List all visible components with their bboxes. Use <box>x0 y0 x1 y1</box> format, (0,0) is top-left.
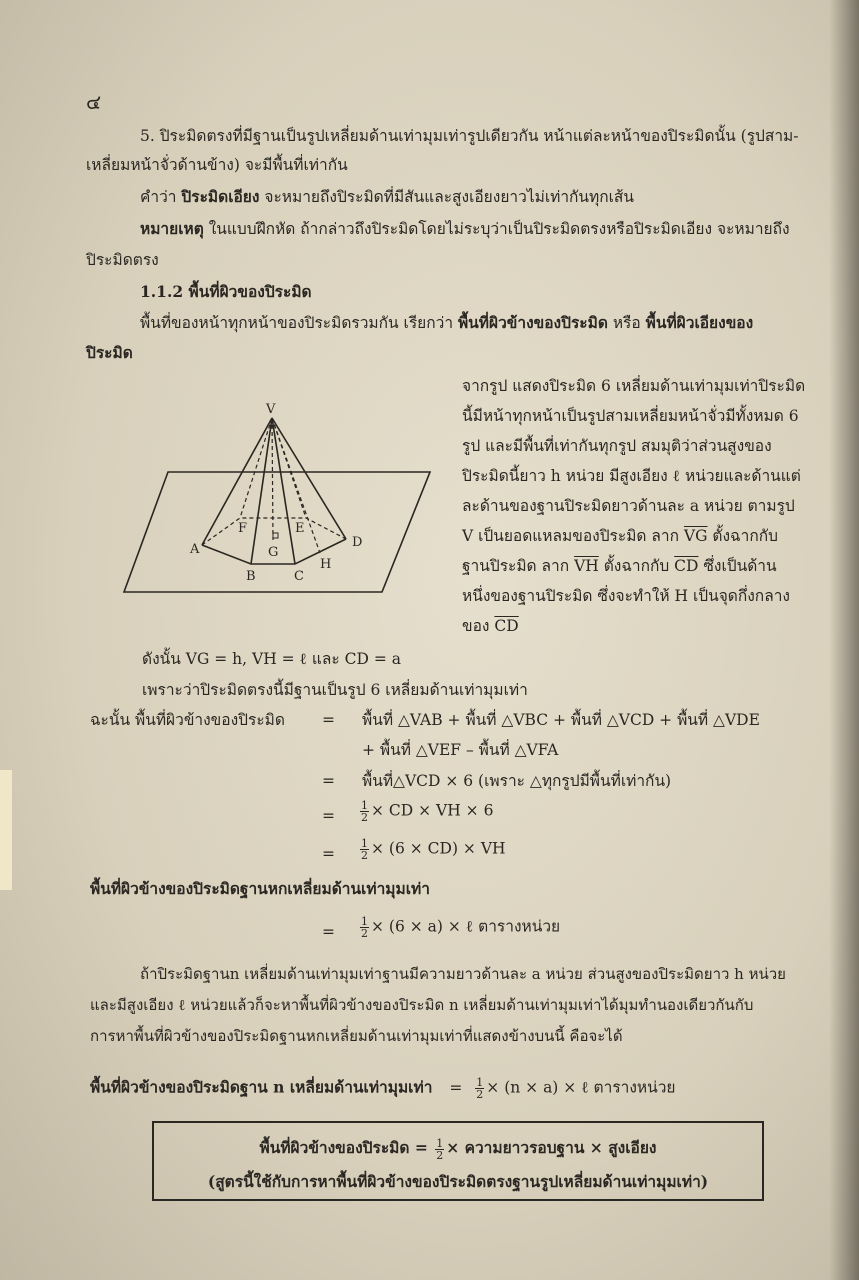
text-line <box>140 313 753 333</box>
denominator: 2 <box>361 849 368 862</box>
text-span: ตั้งฉากกับ <box>707 527 778 545</box>
equation-line: พื้นที่△VCD × 6 (เพราะ △ทุกรูปมีพื้นที่เท่ากัน) <box>362 772 672 790</box>
fraction-half <box>360 916 369 939</box>
note-line <box>140 219 790 239</box>
numerator: 1 <box>476 1076 484 1089</box>
equals-sign: = <box>322 772 335 790</box>
equals-sign: = <box>322 923 335 941</box>
text-span: พื้นที่ผิวข้างของปิระมิดฐาน n เหลี่ยมด้านเท่ามุมเท่า <box>90 1077 433 1097</box>
term-slant-area: พื้นที่ผิวเอียงของ <box>645 313 754 332</box>
equation-line: + พื้นที่ △VEF – พื้นที่ △VFA <box>362 741 559 759</box>
formula-box <box>152 1121 764 1201</box>
numerator: 1 <box>361 837 368 850</box>
base-plane <box>124 472 430 592</box>
equation-line <box>358 916 560 939</box>
formula-note: (สูตรนี้ใช้กับการหาพื้นที่ผิวข้างของปิระมิดตรงฐานรูปเหลี่ยมด้านเท่ามุมเท่า) <box>207 1172 709 1191</box>
fraction-half <box>475 1077 484 1100</box>
label-v: V <box>266 402 276 417</box>
text-span: จะหมายถึงปิระมิดที่มีสันและสูงเอียงยาวไม่เท่ากันทุกเส้น <box>259 188 634 206</box>
text-span: พื้นที่ของหน้าทุกหน้าของปิระมิดรวมกัน เรียกว่า <box>140 314 458 332</box>
text-line: ปิระมิด <box>86 343 133 362</box>
segment-cd: $\overline{CD}$ <box>494 617 519 635</box>
text-line: ฉะนั้น พื้นที่ผิวข้างของปิระมิด <box>90 711 285 729</box>
text-span: พื้นที่ผิวข้างของปิระมิด = <box>259 1138 434 1157</box>
equals-sign: = <box>322 711 335 729</box>
term-oblique-pyramid: ปิระมิดเอียง <box>181 187 260 206</box>
text-line <box>140 187 634 207</box>
label-a: A <box>190 542 200 557</box>
text-span: ของ <box>462 617 495 635</box>
equals-sign: = <box>449 1078 463 1097</box>
text-line: เพราะว่าปิระมิดตรงนี้มีฐานเป็นรูป 6 เหลี่ยมด้านเท่ามุมเท่า <box>142 681 528 699</box>
text-line <box>462 556 777 576</box>
text-line: ละด้านของฐานปิระมิดยาวด้านละ a หน่วย ตามรูป <box>462 497 795 515</box>
label-b: B <box>246 569 256 584</box>
text-line: พื้นที่ผิวข้างของปิระมิดฐานหกเหลี่ยมด้านเท่ามุมเท่า <box>90 879 430 898</box>
text-line: ถ้าปิระมิดฐานn เหลี่ยมด้านเท่ามุมเท่าฐานมีความยาวด้านละ a หน่วย ส่วนสูงของปิระมิดยาว h หน่วย <box>140 965 786 983</box>
label-f: F <box>238 521 248 536</box>
label-c: C <box>294 569 304 584</box>
text-span: หรือ <box>607 314 646 332</box>
text-line: หนึ่งของฐานปิระมิด ซึ่งจะทำให้ H เป็นจุดกึ่งกลาง <box>462 587 790 605</box>
equation-line: พื้นที่ △VAB + พื้นที่ △VBC + พื้นที่ △VCD + พื้นที่ △VDE <box>362 711 760 729</box>
segment-vg: $\overline{VG}$ <box>683 527 708 545</box>
equation-line <box>358 838 506 861</box>
numerator: 1 <box>436 1136 444 1150</box>
note-label: หมายเหตุ <box>140 219 204 238</box>
label-e: E <box>295 521 305 536</box>
text-span: ซึ่งเป็นด้าน <box>698 557 777 575</box>
base-back-edges <box>202 518 346 545</box>
text-line: ปิระมิดนี้ยาว h หน่วย มีสูงเอียง ℓ หน่วยและด้านแต่ <box>462 467 801 485</box>
page-number: ๔ <box>86 90 102 114</box>
equals-sign: = <box>322 845 335 863</box>
text-line: จากรูป แสดงปิระมิด 6 เหลี่ยมด้านเท่ามุมเท่าปิระมิด <box>462 377 806 395</box>
text-line <box>462 526 778 546</box>
equation-line <box>358 800 493 823</box>
text-span: × ความยาวรอบฐาน × สูงเอียง <box>446 1138 657 1157</box>
text-span: ฐานปิระมิด ลาก <box>462 557 575 575</box>
text-line <box>462 616 519 636</box>
edge-vd <box>272 418 346 539</box>
numerator: 1 <box>361 799 368 812</box>
fraction-half <box>435 1138 444 1161</box>
segment-vh: $\overline{VH}$ <box>574 557 599 575</box>
formula-line <box>154 1135 762 1161</box>
denominator: 2 <box>436 1148 444 1162</box>
text-line: การหาพื้นที่ผิวข้างของปิระมิดฐานหกเหลี่ยมด้านเท่ามุมเท่าที่แสดงข้างบนนี้ คือจะได้ <box>90 1027 623 1045</box>
right-angle-mark <box>273 533 278 538</box>
section-heading: 1.1.2 พื้นที่ผิวของปิระมิด <box>140 282 312 301</box>
text-line: นี้มีหน้าทุกหน้าเป็นรูปสามเหลี่ยมหน้าจั่วมีทั้งหมด 6 <box>462 407 799 425</box>
label-d: D <box>352 535 363 550</box>
text-line: รูป และมีพื้นที่เท่ากันทุกรูป สมมุติว่าส่วนสูงของ <box>462 437 772 455</box>
denominator: 2 <box>361 927 368 940</box>
edge-vb <box>251 418 272 564</box>
text-span: × (6 × a) × ℓ ตารางหน่วย <box>371 917 561 936</box>
pyramid-diagram <box>118 398 438 603</box>
text-line: ปิระมิดตรง <box>86 251 159 269</box>
text-line: เหลี่ยมหน้าจั่วด้านข้าง) จะมีพื้นที่เท่ากัน <box>86 156 348 174</box>
text-span: ตั้งฉากกับ <box>598 557 675 575</box>
label-g: G <box>268 545 279 560</box>
text-line <box>90 1077 676 1100</box>
text-span: คำว่า <box>140 188 182 206</box>
text-line: ดังนั้น VG = h, VH = ℓ และ CD = a <box>142 650 402 668</box>
text-span: × (n × a) × ℓ ตารางหน่วย <box>486 1078 676 1097</box>
text-line: และมีสูงเอียง ℓ หน่วยแล้วก็จะหาพื้นที่ผิวข้างของปิระมิด n เหลี่ยมด้านเท่ามุมเท่าได้มุมทำนองเดียวกันกับ <box>90 996 754 1014</box>
fraction-half <box>360 838 369 861</box>
edge-va <box>202 418 272 545</box>
page-edge-bleed <box>0 770 12 890</box>
fraction-half <box>360 800 369 823</box>
term-lateral-area: พื้นที่ผิวข้างของปิระมิด <box>457 313 608 332</box>
numerator: 1 <box>361 915 368 928</box>
denominator: 2 <box>361 811 368 824</box>
text-span: × CD × VH × 6 <box>371 801 494 820</box>
segment-cd: $\overline{CD}$ <box>674 557 699 575</box>
equals-sign: = <box>322 807 335 825</box>
height-vg <box>272 418 273 540</box>
denominator: 2 <box>476 1088 484 1101</box>
label-h: H <box>320 557 332 572</box>
page-shadow-edge <box>829 0 859 1280</box>
text-span: × (6 × CD) × VH <box>371 839 506 858</box>
edge-vc <box>272 418 295 564</box>
text-line: 5. ปิระมิดตรงที่มีฐานเป็นรูปเหลี่ยมด้านเท่ามุมเท่ารูปเดียวกัน หน้าแต่ละหน้าของปิระมิดนั้น (รูปสาม- <box>140 127 799 145</box>
text-span: V เป็นยอดแหลมของปิระมิด ลาก <box>462 527 684 545</box>
text-span: ในแบบฝึกหัด ถ้ากล่าวถึงปิระมิดโดยไม่ระบุว่าเป็นปิระมิดตรงหรือปิระมิดเอียง จะหมายถึง <box>203 220 790 238</box>
